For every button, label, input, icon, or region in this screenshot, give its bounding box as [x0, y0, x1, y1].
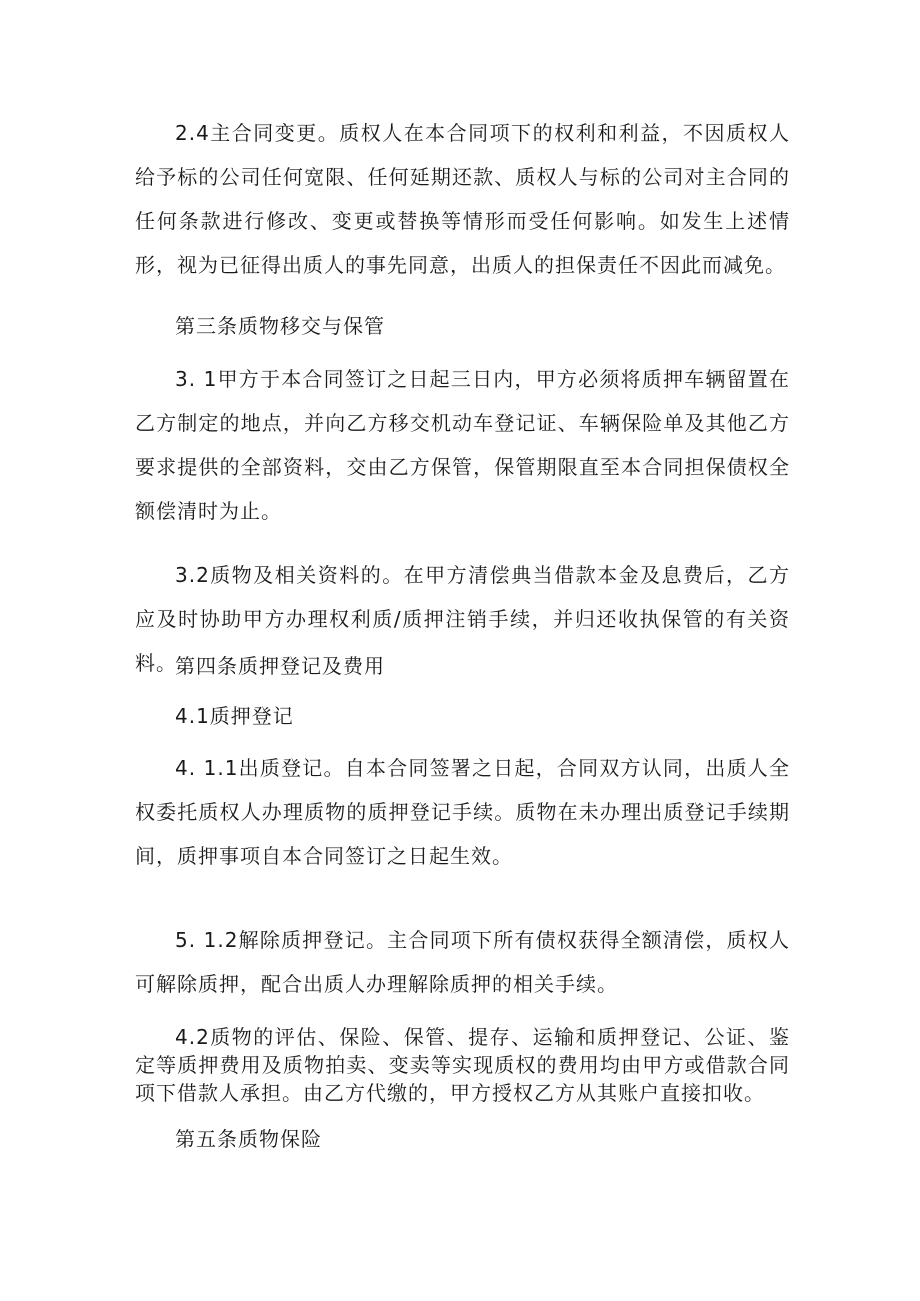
paragraph-2-4: 2.4主合同变更。质权人在本合同项下的权利和利益，不因质权人给予标的公司任何宽限、任何延期还款、质权人与标的公司对主合同的任何条款进行修改、变更或替换等情形而受任何影响。如发生上述情形，视为已征得出质人的事先同意，出质人的担保责任不因此而减免。	[135, 121, 790, 277]
article-5-heading: 第五条质物保险	[175, 1127, 322, 1151]
section-4-1-heading: 4.1质押登记	[175, 704, 294, 728]
paragraph-3-1: 3. 1甲方于本合同签订之日起三日内，甲方必须将质押车辆留置在乙方制定的地点，并向乙方移交机动车登记证、车辆保险单及其他乙方要求提供的全部资料，交由乙方保管，保管期限直至本合同担保债权全额偿清时为止。	[135, 367, 790, 523]
article-3-heading: 第三条质物移交与保管	[175, 314, 385, 338]
article-4-heading: 第四条质押登记及费用	[175, 654, 385, 678]
paragraph-4-2: 4.2质物的评估、保险、保管、提存、运输和质押登记、公证、鉴定等质押费用及质物拍卖、变卖等实现质权的费用均由甲方或借款合同项下借款人承担。由乙方代缴的，甲方授权乙方从其账户直接扣收。	[135, 1025, 790, 1105]
paragraph-4-1-1: 4. 1.1出质登记。自本合同签署之日起，合同双方认同，出质人全权委托质权人办理质物的质押登记手续。质物在未办理出质登记手续期间，质押事项自本合同签订之日起生效。	[135, 756, 790, 868]
paragraph-5-1-2: 5. 1.2解除质押登记。主合同项下所有债权获得全额清偿，质权人可解除质押，配合出质人办理解除质押的相关手续。	[135, 928, 790, 996]
paragraph-3-2: 3.2质物及相关资料的。在甲方清偿典当借款本金及息费后，乙方应及时协助甲方办理权利质/质押注销手续，并归还收执保管的有关资料。	[135, 563, 790, 675]
